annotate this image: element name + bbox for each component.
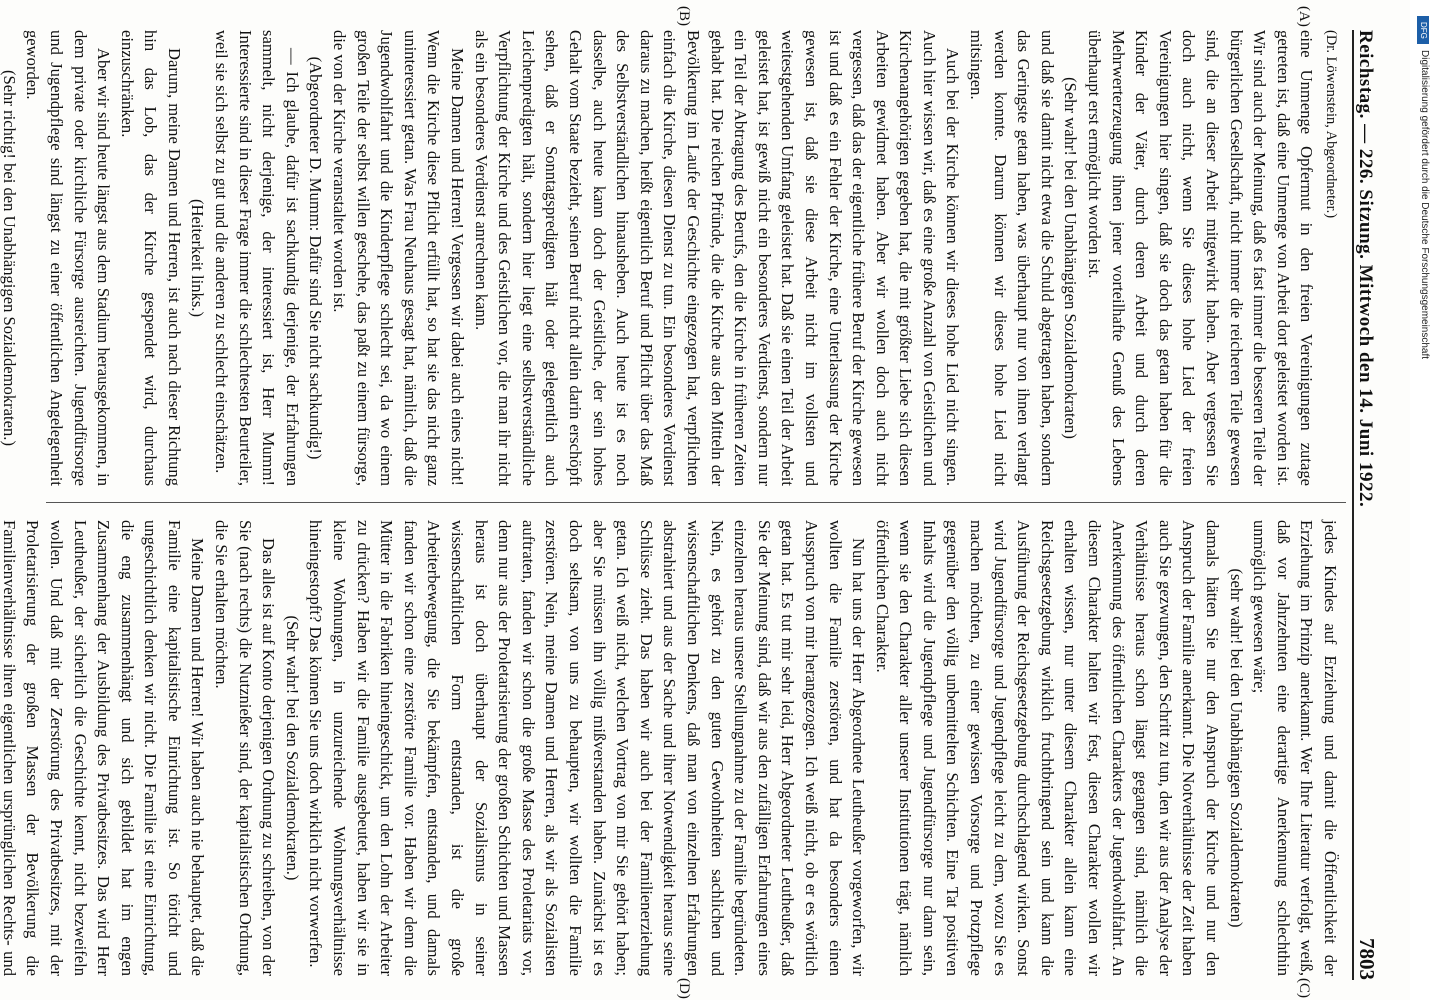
margin-marker-c: (C) <box>1296 978 1312 998</box>
paragraph: Nun hat uns der Herr Abgeordnete Leutheußer vorgeworfen, wir wollten die Familie zerstören, und hat da besonders einen Ausspruch von mir herangezogen. Ich weiß nicht, ob er es wörtlich getan hat. Es tut mir sehr leid, Herr Abgeordneter Leutheußer, daß Sie der Meinung sind, daß wir aus den zufälligen Erfahrungen eines einzelnen heraus unsere Stellungnahme zu der Familie begründeten. Nein, es gehört zu den guten Gewohnheiten sachlichen und wissenschaftlichen Denkens, daß man von einzelnen Erfahrungen abstrahiert und aus der Sache und ihrer Notwendigkeit heraus seine Schlüsse zieht. Das haben wir auch bei der Familienerziehung getan. Ich weiß nicht, welchen Vortrag von mir Sie gehört haben; aber Sie müssen ihn völlig mißverstanden haben. Zunächst ist es doch seltsam, von uns zu behaupten, wir wollten die Familie zerstören. Nein, meine Damen und Herren, als wir als Sozialisten auftraten, fanden wir schon die große Masse des Proletariats vor, denn nur aus der Proletarisierung der großen Schichten und Massen heraus ist doch überhaupt der Sozialismus in seiner wissenschaftlichen Form entstanden, ist die große Arbeiterbewegung, die Sie bekämpfen, entstanden, und damals fanden wir schon eine zerstörte Familie vor. Haben wir denn die Mütter in die Fabriken hineingeschickt, um den Lohn der Arbeiter zu drücken? Haben wir die Familie ausgebeutet, haben wir sie in kleine Wohnungen, in unzureichende Wohnungsverhältnisse hineingestopft? Das können Sie uns doch wirklich nicht vorwerfen. <box>306 520 869 976</box>
paragraph: und daß sie damit nicht etwa die Schuld abgetragen haben, sondern das Geringste getan haben, was überhaupt nur von ihnen verlangt werden konnte. Darum können wir dieses hohe Lied nicht mitsingen. <box>967 30 1057 486</box>
paragraph: — Ich glaube, dafür ist sachkundig derjenige, der Erfahrungen sammelt, nicht derjenige, der interessiert ist, Herr Mumm! Interessierte sind in dieser Frage immer die schlechtesten Beurteiler, weil sie sich selbst zu gut und die anderen zu schlecht einschätzen. <box>212 30 302 486</box>
interjection: (Sehr wahr! bei den Sozialdemokraten.) <box>282 615 302 881</box>
speaker-line: (Dr. Löwenstein, Abgeordneter.) <box>1323 30 1339 219</box>
page-header <box>1352 30 1394 980</box>
margin-marker-b: (B) <box>676 6 692 26</box>
paragraph: Darum, meine Damen und Herren, ist auch nach dieser Richtung hin das Lob, das der Kirche gespendet wird, durchaus einzuschränken. <box>117 30 184 486</box>
dfg-logo: DFG <box>1417 16 1429 44</box>
interjection: (Sehr richtig! bei den Unabhängigen Sozialdemokraten.) <box>0 69 19 446</box>
paragraph: Meine Damen und Herren! Wir haben auch nie behauptet, daß die Familie eine kapitalistische Einrichtung ist. So töricht und ungeschichtlich denken wir nicht. Die Familie ist eine Einrichtung, die eng zusammenhängt und sich gebildet hat im engen Zusammenhang der Ausbildung des Privatbesitzes. Das wird Herr Leutheußer, der sicherlich die Geschichte kennt, nicht bezweifeln wollen. Und daß mit der Zerstörung des Privatbesitzes, mit der Proletarisierung der großen Massen der Bevölkerung die Familienverhältnisse ihren eigentlichen ursprünglichen Rechts- und <box>0 520 208 976</box>
interjection: (Sehr wahr! bei den Unabhängigen Sozialdemokraten) <box>1061 77 1081 439</box>
left-column <box>0 30 1342 486</box>
interjection: (Heiterkeit links.) <box>188 199 208 317</box>
column-divider <box>46 502 1346 503</box>
page-header-title: Reichstag. — 226. Sitzung. Mittwoch den 14. Juni 1922. <box>1355 30 1376 508</box>
paragraph: eine Unmenge Opfermut in den freien Vereinigungen zutage getreten ist, daß eine Unmenge von Arbeit dort geleistet worden ist. Wir sind auch der Meinung, daß es fast immer die besseren Teile der bürgerlichen Gesellschaft, nicht immer die reicheren Teile gewesen sind, die an dieser Arbeit mitgewirkt haben. Aber vergessen Sie doch auch nicht, wenn Sie dieses hohe Lied der freien Vereinigungen hier singen, daß sie doch das getan haben für die Kinder der Väter, durch deren Arbeit und durch deren Mehrwerterzeugung ihnen jener vorteilhafte Genuß des Lebens überhaupt erst ermöglicht worden ist. <box>1085 30 1317 486</box>
paragraph: jedes Kindes auf Erziehung und damit die Öffentlichkeit der Erziehung im Prinzip anerkannt. Wer Ihre Literatur verfolgt, weiß, daß vor Jahrzehnten eine derartige Anerkennung schlechthin unmöglich gewesen wäre; <box>1250 520 1340 976</box>
paragraph: damals hätten Sie nur den Anspruch der Kirche und nur den Anspruch der Familie anerkannt. Die Notverhältnisse der Zeit haben auch Sie gezwungen, den Schritt zu tun, den wir aus der Analyse der Verhältnisse heraus schon längst gegangen sind, nämlich die Anerkennung des öffentlichen Charakters der Jugendwohlfahrt. An diesem Charakter halten wir fest, diesen Charakter wollen wir erhalten wissen, nur unter diesem Charakter allein kann eine Reichsgesetzgebung wirklich fruchtbringend sein und kann die Ausführung der Reichsgesetzgebung durchschlagend wirken. Sonst wird Jugendfürsorge und Jugendpflege leicht zu dem, wozu Sie es machen möchten, zu einer gewissen Vorsorge und Protzpflege gegenüber den völlig unbemittelten Schichten. Eine Tat positiven Inhalts wird die Jugendpflege und Jugendfürsorge nur dann sein, wenn sie den Charakter aller unserer Institutionen trägt, nämlich öffentlichen Charakter. <box>872 520 1223 976</box>
right-column <box>0 520 1342 976</box>
interjection: (sehr wahr! bei den Unabhängigen Sozialdemokraten) <box>1226 568 1246 928</box>
paragraph: Aber wir sind heute längst aus dem Stadium herausgekommen, in dem private oder kirchliche Fürsorge ausreichten. Jugendfürsorge und Jugendpflege sind längst zu einer öffentlichen Angelegenheit geworden. <box>23 30 114 486</box>
digitization-note <box>1416 10 1430 990</box>
page-number: 7803 <box>1355 938 1379 980</box>
paragraph: Auch bei der Kirche können wir dieses hohe Lied nicht singen. Auch hier wissen wir, daß es eine große Anzahl von Geistlichen und Kirchenangehörigen gegeben hat, die mit größter Liebe sich diesen Arbeiten gewidmet haben. Aber wir wollen doch auch nicht vergessen, daß das der eigentliche frühere Beruf der Kirche gewesen ist und daß es ein Fehler der Kirche, eine Unterlassung der Kirche gewesen ist, daß sie diese Arbeit nicht im vollsten und weitestgehenden Umfang geleistet hat. Daß sie einen Teil der Arbeit geleistet hat, ist gewiß nicht ein besonderes Verdienst, sondern nur ein Teil der Abtragung des Berufs, den die Kirche in früheren Zeiten gehabt hat. Die reichen Pfründe, die die Kirche aus den Mitteln der Bevölkerung im Laufe der Geschichte eingezogen hat, verpflichten einfach die Kirche, diesen Dienst zu tun. Ein besonderes Verdienst daraus zu machen, heißt eigentlich Beruf und Pflicht über das Maß des Selbstverständlichen hinausheben. Auch heute ist es noch dasselbe, auch heute kann doch der Geistliche, der sein hohes Gehalt vom Staate bezieht, seinen Beruf nicht allein darin erschöpft sehen, daß er Sonntagspredigten hält oder gelegentlich auch Leichenpredigten hält, sondern hier liegt eine selbstverständliche Verpflichtung der Kirche und des Geistlichen vor, die man ihr nicht als ein besonderes Verdienst anrechnen kann. <box>471 30 963 486</box>
interjection: (Abgeordneter D. Mumm: Dafür sind Sie nicht sachkundig!) <box>306 56 326 460</box>
digitization-credit: Digitalisierung gefördert durch die Deutsche Forschungsgemeinschaft <box>1419 50 1430 360</box>
paragraph: Meine Damen und Herren! Vergessen wir dabei auch eines nicht! Wenn die Kirche diese Pflicht erfüllt hat, so hat sie das nicht ganz uninteressiert getan. Was Frau Neuhaus gesagt hat, nämlich, daß die Jugendwohlfahrt und die Kinderpflege schlecht sei, da wo einem großen Teile der selbst willen geschehe, das paßt zu einem fürsorge, die von der Kirche veranstaltet worden ist. <box>330 30 468 486</box>
margin-marker-a: (A) <box>1296 6 1312 27</box>
margin-marker-d: (D) <box>676 978 692 999</box>
paragraph: Das alles ist auf Konto derjenigen Ordnung zu schreiben, von der Sie (nach rechts) die Nutznießer sind, der kapitalistischen Ordnung, die Sie erhalten möchten. <box>212 520 279 976</box>
